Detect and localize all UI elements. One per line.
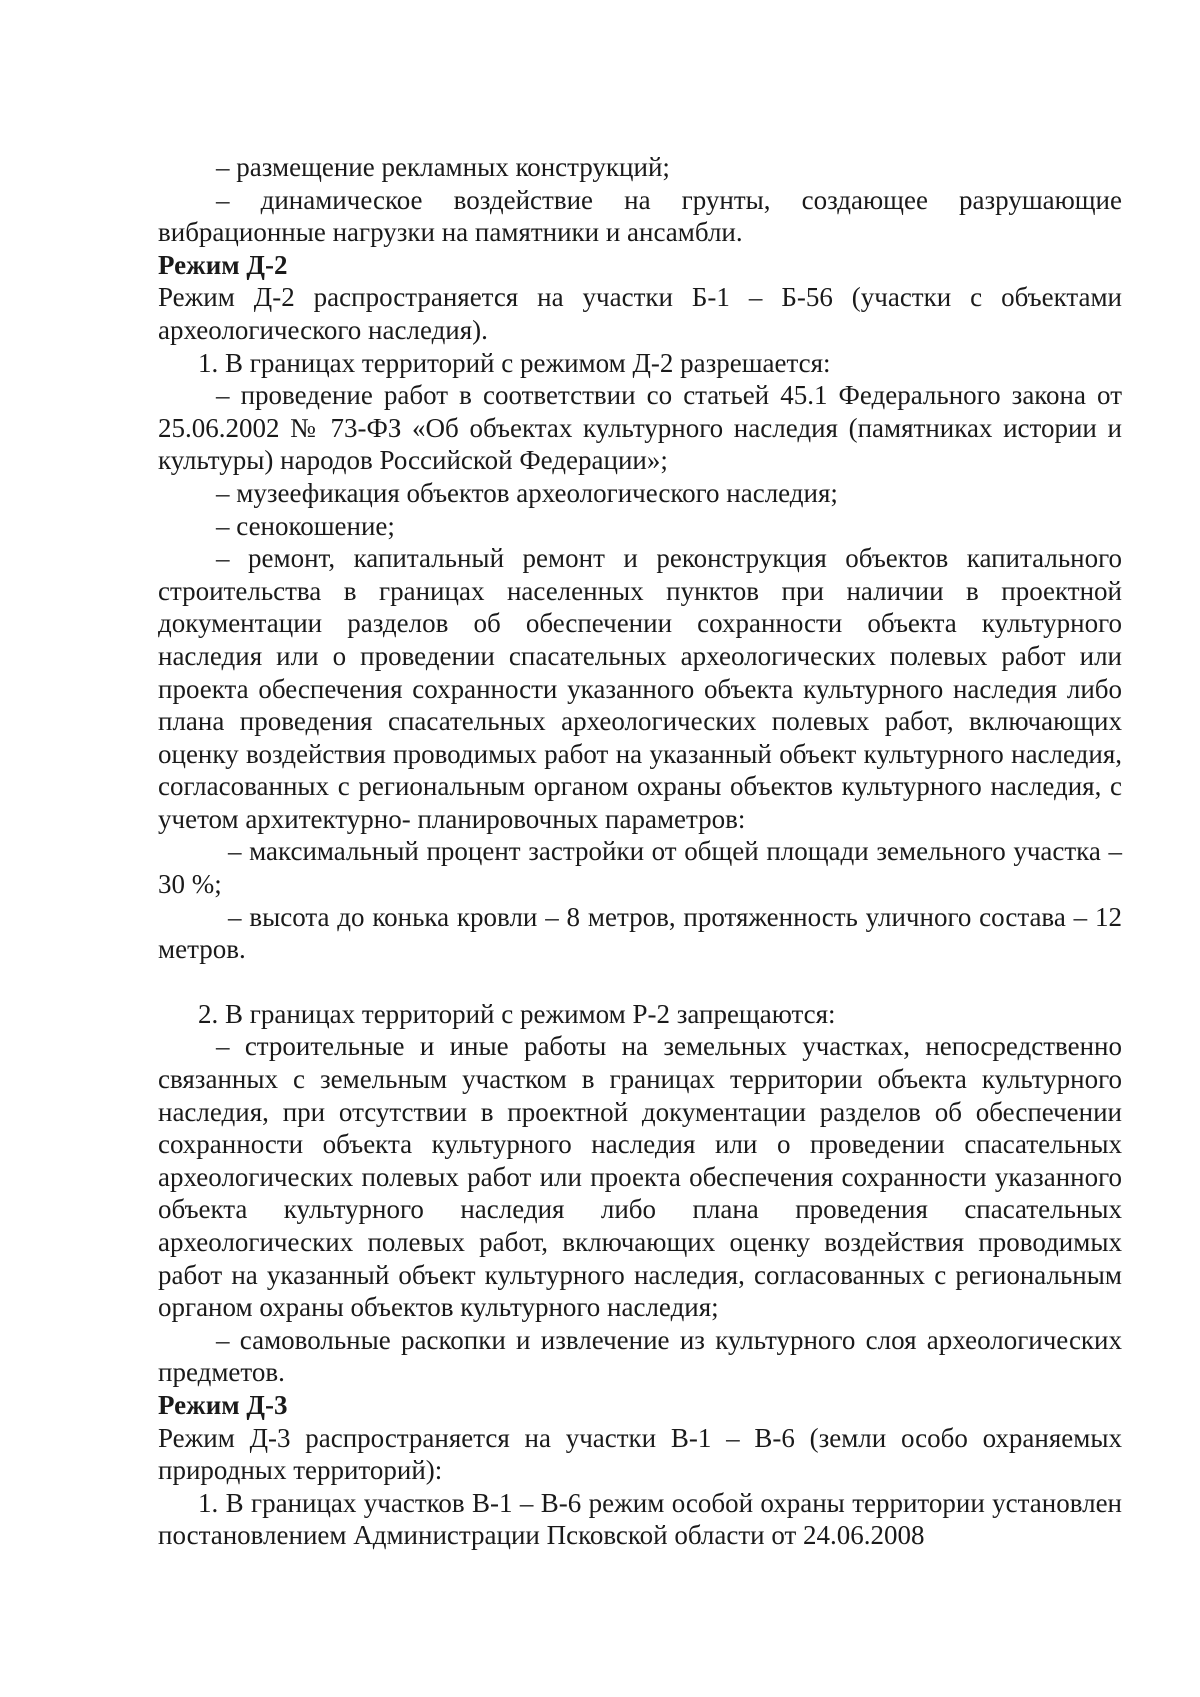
list-item-unauthorized-excavation: – самовольные раскопки и извлечение из культурного слоя археологических предметов. [158,1324,1122,1388]
list-item-height: – высота до конька кровли – 8 метров, протяженность уличного состава – 12 метров. [158,901,1122,965]
paragraph-d2-scope: Режим Д-2 распространяется на участки Б-1 – Б-56 (участки с объектами археологического наследия). [158,282,1122,345]
paragraph-d3-scope: Режим Д-3 распространяется на участки В-1 – В-6 (земли особо охраняемых природных территорий): [158,1422,1122,1486]
list-item-haymaking: – сенокошение; [216,510,395,541]
section-heading-d2: Режим Д-2 [158,249,288,280]
list-item-repair: – ремонт, капитальный ремонт и реконструкция объектов капитального строительства в границах населенных пунктов при наличии в проектной документации разделов об обеспечении сохранности объекта культурного наследия или о проведении спасательных археологических полевых работ или проекта обеспечения сохранности указанного объекта культурного наследия либо плана проведения спасательных археологических полевых работ, включающих оценку воздействия проводимых работ на указанный объект культурного наследия, согласованных с региональным органом охраны объектов культурного наследия, с учетом архитектурно- планировочных параметров: [158,543,1122,834]
numbered-item-r2-prohibited: 2. В границах территорий с режимом Р-2 запрещаются: [198,998,836,1029]
list-item-works-law: – проведение работ в соответствии со статьей 45.1 Федерального закона от 25.06.2002 № 73-ФЗ «Об объектах культурного наследия (памятниках истории и культуры) народов Российской Федерации»; [158,380,1122,476]
list-item-construction-works: – строительные и иные работы на земельных участках, непосредственно связанных с земельным участком в границах территории объекта культурного наследия, при отсутствии в проектной документации разделов об обеспечении сохранности объекта культурного наследия или о проведении спасательных археологических полевых работ или проекта обеспечения сохранности указанного объекта культурного наследия либо плана проведения спасательных археологических полевых работ, включающих оценку воздействия проводимых работ на указанный объект культурного наследия, согласованных с региональным органом охраны объектов культурного наследия; [158,1031,1122,1323]
document-page [158,151,1122,1552]
numbered-item-d2-allowed: 1. В границах территорий с режимом Д-2 разрешается: [198,347,831,378]
list-item-advertising: – размещение рекламных конструкций; [216,152,670,182]
numbered-item-d3-regime: 1. В границах участков В-1 – В-6 режим особой охраны территории установлен постановлением Администрации Псковской области от 24.06.2008 [158,1487,1122,1551]
list-item-museumification: – музеефикация объектов археологического наследия; [216,477,838,508]
blank-line [158,966,1122,998]
section-heading-d3: Режим Д-3 [158,1389,288,1420]
list-item-max-coverage: – максимальный процент застройки от общей площади земельного участка – 30 %; [158,836,1122,900]
list-item-dynamic-impact: – динамическое воздействие на грунты, создающее разрушающие вибрационные нагрузки на памятники и ансамбли. [158,184,1122,248]
